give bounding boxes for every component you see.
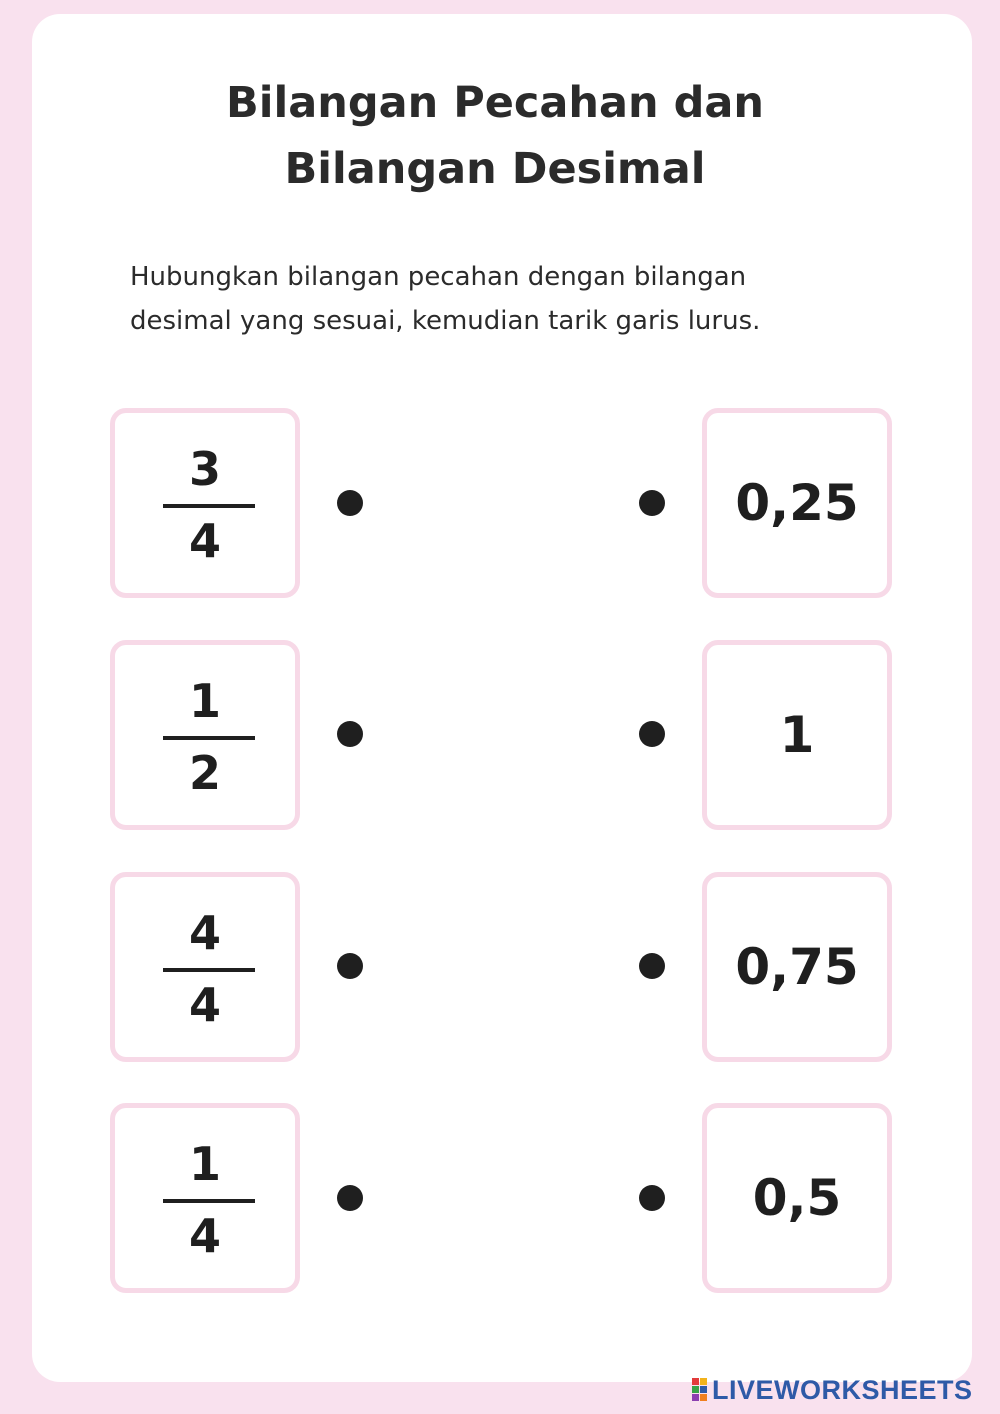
fraction-bar (163, 1199, 255, 1203)
fraction-dot-4[interactable] (337, 1185, 363, 1211)
title-line-1: Bilangan Pecahan dan (225, 78, 765, 128)
fraction-dot-1[interactable] (337, 490, 363, 516)
decimal-box-1 (702, 408, 892, 598)
fraction (115, 413, 295, 593)
fraction (115, 877, 295, 1057)
instruction-line-1: Hubungkan bilangan pecahan dengan bilangan (130, 262, 747, 292)
denominator: 4 (188, 1209, 221, 1263)
fraction-box-4 (110, 1103, 300, 1293)
denominator: 4 (188, 514, 221, 568)
decimal-value: 0,75 (735, 938, 859, 996)
decimal-box-4 (702, 1103, 892, 1293)
numerator: 1 (188, 1137, 221, 1191)
numerator: 4 (188, 906, 221, 960)
decimal-value: 0,25 (735, 474, 859, 532)
fraction-box-3 (110, 872, 300, 1062)
fraction (115, 1108, 295, 1288)
decimal-dot-4[interactable] (639, 1185, 665, 1211)
fraction-box-2 (110, 640, 300, 830)
liveworksheets-logo (692, 1374, 973, 1406)
logo-grid-icon (692, 1378, 708, 1402)
fraction-box-1 (110, 408, 300, 598)
numerator: 1 (188, 674, 221, 728)
fraction-bar (163, 968, 255, 972)
decimal-box-2 (702, 640, 892, 830)
logo-text: LIVEWORKSHEETS (712, 1374, 973, 1405)
instructions (130, 255, 910, 343)
title-line-2: Bilangan Desimal (284, 144, 706, 194)
fraction (115, 645, 295, 825)
decimal-value: 0,5 (752, 1169, 842, 1227)
decimal-value: 1 (779, 706, 815, 764)
fraction-bar (163, 504, 255, 508)
decimal-dot-1[interactable] (639, 490, 665, 516)
decimal-dot-2[interactable] (639, 721, 665, 747)
denominator: 2 (188, 746, 221, 800)
fraction-dot-2[interactable] (337, 721, 363, 747)
decimal-dot-3[interactable] (639, 953, 665, 979)
denominator: 4 (188, 978, 221, 1032)
page-title (0, 70, 990, 202)
fraction-dot-3[interactable] (337, 953, 363, 979)
decimal-box-3 (702, 872, 892, 1062)
numerator: 3 (188, 442, 221, 496)
instruction-line-2: desimal yang sesuai, kemudian tarik garis lurus. (130, 306, 761, 336)
fraction-bar (163, 736, 255, 740)
